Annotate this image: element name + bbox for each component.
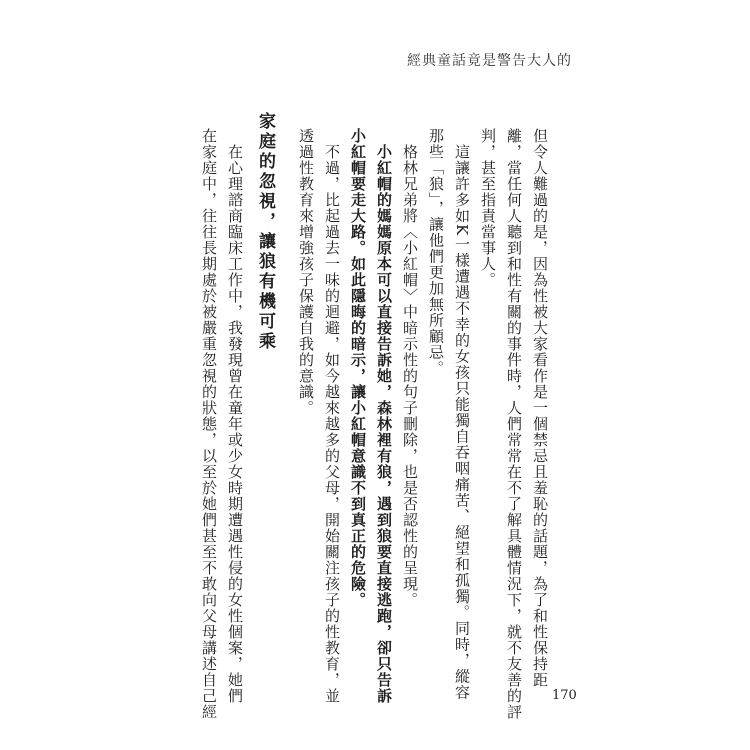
paragraph-line: 那些「狼」，讓他們更加無所顧忌。 bbox=[427, 128, 445, 377]
paragraph-line: 離，當任何人聽到和性有關的事件時，人們常常在不了解具體情況下，就不友善的評 bbox=[505, 128, 523, 720]
paragraph-line: 不過，比起過去一味的迴避，如今越來越多的父母，開始關注孩子的性教育，並 bbox=[323, 144, 341, 704]
paragraph-line: 但令人難過的是，因為性被大家看作是一個禁忌且羞恥的話題，為了和性保持距 bbox=[531, 128, 549, 688]
paragraph-line: 透過性教育來增強孩子保護自我的意識。 bbox=[297, 128, 315, 416]
running-head: 經典童話竟是警告大人的 bbox=[407, 53, 572, 69]
paragraph-line: 在心理諮商臨床工作中，我發現曾在童年或少女時期遭遇性侵的女性個案，她們 bbox=[226, 144, 244, 704]
paragraph-line: 在家庭中，往往長期處於被嚴重忽視的狀態，以至於她們甚至不敢向父母講述自己經 bbox=[200, 128, 218, 720]
section-heading: 家庭的忽視，讓狼有機可乘 bbox=[255, 112, 275, 352]
paragraph-line: 格林兄弟將〈小紅帽〉中暗示性的句子刪除，也是否認性的呈現。 bbox=[401, 144, 419, 608]
paragraph-line: 這讓許多如K一樣遭遇不幸的女孩只能獨自吞咽痛苦、絕望和孤獨。同時，縱容 bbox=[453, 144, 471, 701]
page-number: 170 bbox=[552, 688, 577, 703]
paragraph-line: 判，甚至指責當事人。 bbox=[479, 128, 497, 288]
paragraph-line-bold: 小紅帽要走大路。如此隱晦的暗示，讓小紅帽意識不到真正的危險。 bbox=[349, 128, 367, 608]
paragraph-line-bold: 小紅帽的媽媽原本可以直接告訴她，森林裡有狼，遇到狼要直接逃跑，卻只告訴 bbox=[375, 144, 393, 704]
